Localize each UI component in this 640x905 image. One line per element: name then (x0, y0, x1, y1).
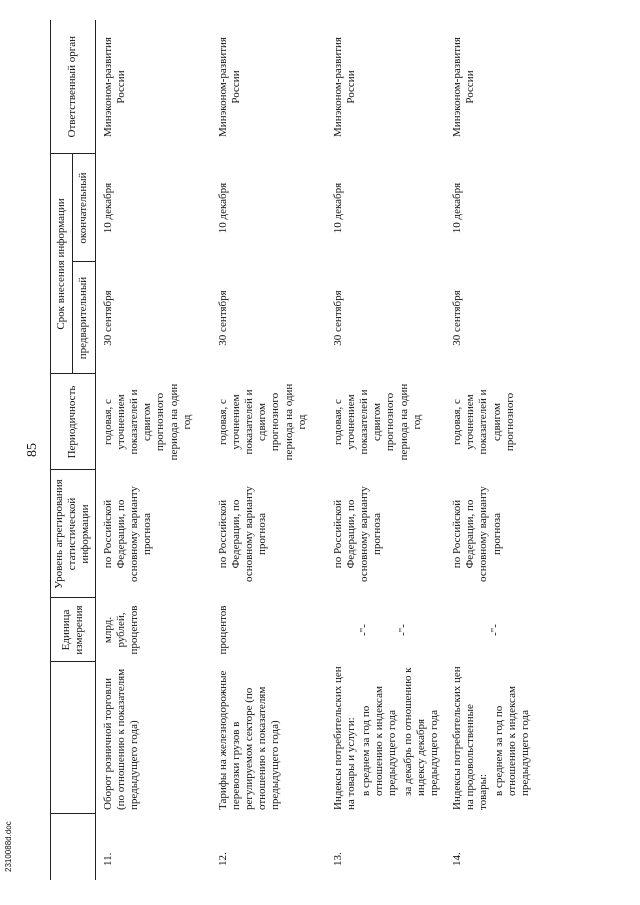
preliminary-deadline-cell: 30 сентября (331, 290, 344, 346)
preliminary-deadline-cell: 30 сентября (451, 290, 464, 346)
final-deadline-cell: 10 декабря (216, 182, 229, 234)
final-deadline-cell: 10 декабря (101, 182, 114, 234)
page-number: 85 (25, 443, 40, 457)
periodicity-cell: годовая, с уточнением показателей и сдвигом прогнозного периода на один год (216, 383, 308, 461)
indicator-title: Индексы потребительских цен на продовольственные товары: (451, 666, 490, 810)
periodicity-cell: годовая, с уточнением показателей и сдвигом прогнозного периода на один год (331, 383, 423, 461)
aggregation-level-cell: по Российской Федерации, по основному варианту прогноза (101, 486, 154, 582)
indicator-subitem: в среднем за год по отношению к индексам предыдущего года (492, 686, 531, 796)
table-header (51, 20, 96, 880)
indicators-table (50, 20, 560, 880)
unit-cell (326, 598, 446, 662)
rotated-page (20, 20, 620, 880)
indicator-name (326, 662, 446, 814)
final-deadline-cell: 10 декабря (451, 182, 464, 234)
indicator-subitem: за декабрь по отношению к индексу декабря предыдущего года (401, 667, 440, 796)
file-code: 2310088d.doc (4, 821, 13, 872)
final-deadline-cell: 10 декабря (331, 182, 344, 234)
ditto-mark: -"- (489, 624, 502, 636)
table-row (95, 20, 211, 880)
header-unit: Единица измерения (51, 598, 96, 662)
responsible-cell: Минэконом-развития России (216, 37, 242, 137)
row-number: 14. (451, 852, 464, 866)
table-row (445, 20, 560, 880)
aggregation-level-cell: по Российской Федерации, по основному варианту прогноза (451, 486, 503, 582)
row-number: 13. (331, 852, 344, 866)
indicator-name (211, 662, 326, 814)
table-row (211, 20, 326, 880)
preliminary-deadline-cell: 30 сентября (216, 290, 229, 346)
responsible-cell: Минэконом-развития России (331, 37, 357, 137)
unit-cell: процентов (216, 605, 229, 655)
aggregation-level-cell: по Российской Федерации, по основному варианту прогноза (216, 486, 269, 582)
ditto-mark: -"- (357, 624, 370, 636)
preliminary-deadline-cell: 30 сентября (101, 290, 114, 346)
indicator-title: Тарифы на железнодорожные перевозки грузов в регулируемом секторе (по отношению к показателям предыдущего года) (216, 670, 282, 810)
header-deadline: Срок внесения информации (51, 154, 73, 374)
row-number: 12. (216, 852, 229, 866)
row-number: 11. (101, 852, 114, 866)
periodicity-cell: годовая, с уточнением показателей и сдвигом прогнозного (451, 389, 516, 455)
unit-cell (445, 598, 560, 662)
header-preliminary: предварительный (73, 262, 95, 374)
header-final: окончательный (73, 154, 95, 262)
indicator-title: Индексы потребительских цен на товары и услуги: (331, 666, 357, 810)
unit-cell: млрд. рублей, процентов (101, 605, 140, 655)
table-row (326, 20, 446, 880)
header-responsible: Ответственный орган (51, 20, 96, 154)
aggregation-level-cell: по Российской Федерации, по основному варианту прогноза (331, 486, 384, 582)
header-periodicity: Периодичность (51, 374, 96, 470)
indicator-name (95, 662, 211, 814)
header-aggregation-level: Уровень агрегирования статистической информации (51, 470, 96, 598)
responsible-cell: Минэконом-развития России (451, 37, 477, 137)
indicator-name (445, 662, 560, 814)
header-number (51, 814, 96, 880)
responsible-cell: Минэконом-развития России (101, 37, 127, 137)
ditto-mark: -"- (396, 624, 409, 636)
indicator-subitem: в среднем за год по отношению к индексам предыдущего года (359, 686, 399, 796)
indicator-title: Оборот розничной торговли (по отношению к показателям предыдущего года) (101, 668, 140, 810)
header-indicator (51, 662, 96, 814)
periodicity-cell: годовая, с уточнением показателей и сдвигом прогнозного периода на один год (101, 383, 193, 461)
